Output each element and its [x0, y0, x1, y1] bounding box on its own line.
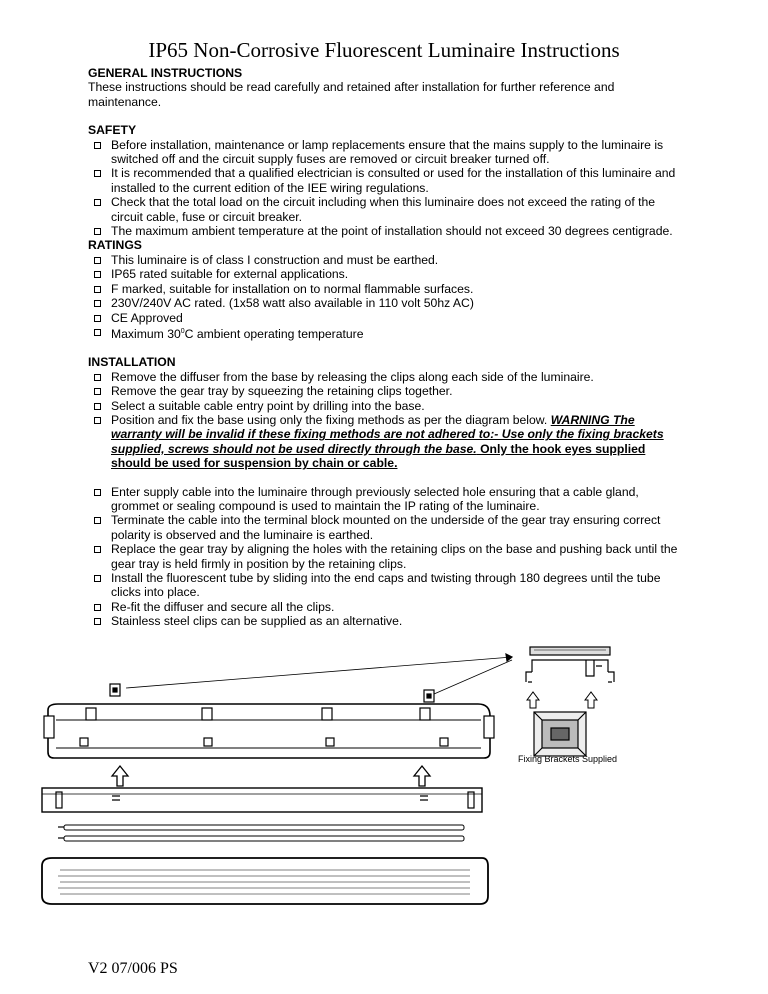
document-footer: V2 07/006 PS: [88, 960, 178, 977]
fixing-bracket-detail: [526, 647, 614, 756]
list-item: The maximum ambient temperature at the point of installation should not exceed 30 degrees centigrade.: [111, 224, 688, 238]
list-item: Stainless steel clips can be supplied as an alternative.: [111, 614, 688, 628]
list-item: Remove the diffuser from the base by releasing the clips along each side of the luminaire.: [111, 370, 688, 384]
temp-pre: Maximum 30: [111, 326, 181, 341]
list-item: Terminate the cable into the terminal block mounted on the underside of the gear tray ensuring correct polarity is observed and the luminaire is earthed.: [111, 513, 688, 542]
warning-text: WARNING The warranty will be invalid if these fixing methods are not adhered to:- Use only the fixing brackets supplied, screws should not be used directly through the base.: [111, 413, 664, 456]
list-item: It is recommended that a qualified electrician is consulted or used for the installation of this luminaire and installed to the current edition of the IEE wiring regulations.: [111, 166, 688, 195]
gear-tray: [42, 788, 482, 812]
list-item: This luminaire is of class I construction and must be earthed.: [111, 253, 688, 267]
diffuser: [42, 858, 488, 904]
safety-heading: SAFETY: [88, 123, 137, 138]
list-item: Re-fit the diffuser and secure all the clips.: [111, 600, 688, 614]
ratings-heading: RATINGS: [88, 238, 142, 253]
list-item: 230V/240V AC rated. (1x58 watt also available in 110 volt 50hz AC): [111, 296, 688, 310]
list-item: Enter supply cable into the luminaire through previously selected hole ensuring that a cable gland, grommet or sealing compound is used to maintain the IP rating of the luminaire.: [111, 485, 688, 514]
temp-sup: 0: [180, 327, 185, 335]
list-item: Select a suitable cable entry point by drilling into the base.: [111, 399, 688, 413]
list-item: Before installation, maintenance or lamp replacements ensure that the mains supply to the luminaire is switched off and the circuit supply fuses are removed or circuit breaker turned off.: [111, 138, 688, 167]
list-item: Remove the gear tray by squeezing the retaining clips together.: [111, 384, 688, 398]
up-arrow-icon: [112, 766, 430, 786]
document-title: IP65 Non-Corrosive Fluorescent Luminaire Instructions: [148, 38, 620, 62]
bracket-small-right: [424, 690, 434, 702]
list-item: IP65 rated suitable for external applications.: [111, 267, 688, 281]
fixing-brackets-caption: Fixing Brackets Supplied: [518, 754, 618, 764]
temp-post: C ambient operating temperature: [184, 326, 364, 341]
bracket-small-left: [110, 684, 120, 696]
general-heading: GENERAL INSTRUCTIONS: [88, 66, 243, 80]
general-text: These instructions should be read carefully and retained after installation for further reference and maintenance.: [88, 80, 615, 109]
list-item: F marked, suitable for installation on to normal flammable surfaces.: [111, 282, 688, 296]
installation-heading: INSTALLATION: [88, 355, 176, 370]
list-item: CE Approved: [111, 311, 688, 325]
list-item: Replace the gear tray by aligning the holes with the retaining clips on the base and pushing back until the gear tray is held firmly in position by the retaining clips.: [111, 542, 688, 571]
warning-tail: Only the hook eyes supplied should be used for suspension by chain or cable.: [111, 441, 646, 471]
luminaire-base: [44, 704, 494, 758]
pointer-lines: [126, 654, 512, 694]
item-4-text: Position and fix the base using only the fixing methods as per the diagram below.: [111, 413, 551, 427]
fluorescent-tubes: [58, 825, 464, 841]
list-item: Install the fluorescent tube by sliding into the end caps and twisting through 180 degrees until the tube clicks into place.: [111, 571, 688, 600]
list-item: Check that the total load on the circuit including when this luminaire does not exceed the rating of the circuit cable, fuse or circuit breaker.: [111, 195, 688, 224]
